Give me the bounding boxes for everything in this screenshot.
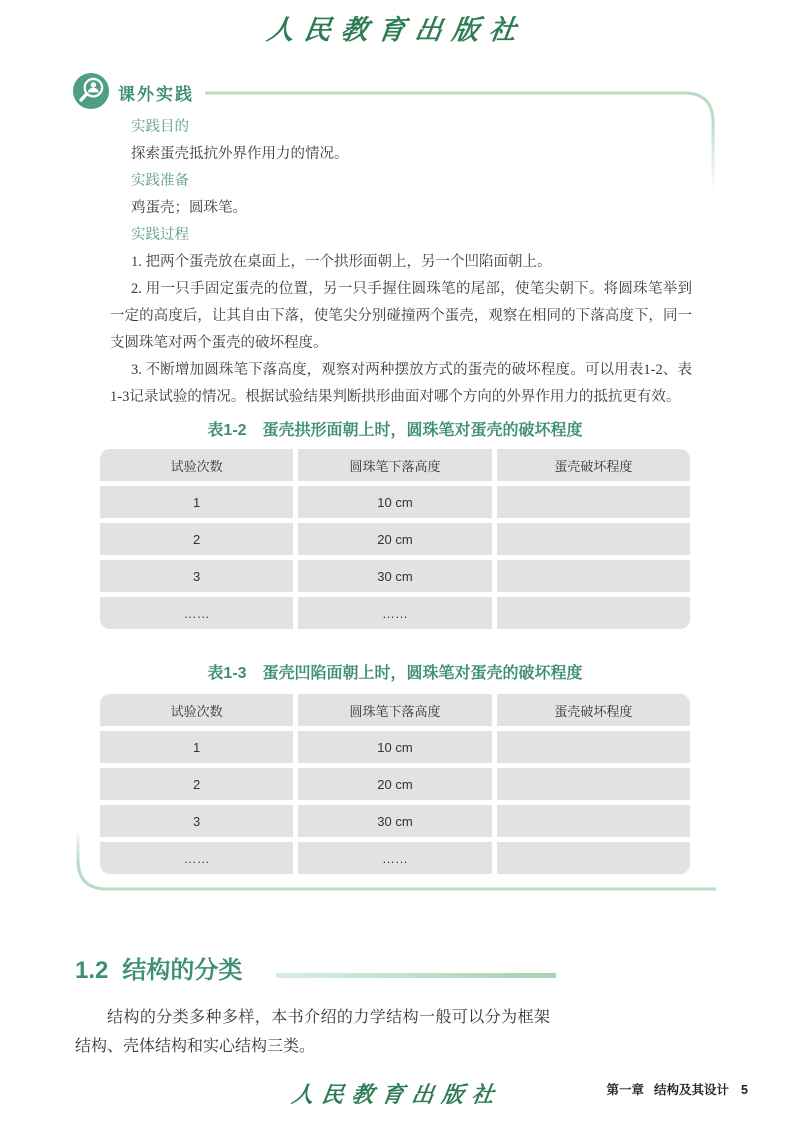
table-header-cell: 试验次数 (100, 449, 293, 481)
page-number: 5 (741, 1083, 748, 1097)
table-cell (497, 805, 690, 837)
table-cell: 3 (100, 805, 293, 837)
page-footer-info (607, 1080, 748, 1098)
table-cell: 10 cm (298, 486, 491, 518)
table-1-3-caption: 表1-3 蛋壳凹陷面朝上时，圆珠笔对蛋壳的破坏程度 (207, 665, 583, 682)
table-cell: …… (100, 597, 293, 629)
section-heading (75, 950, 242, 985)
chapter-title: 结构及其设计 (654, 1083, 730, 1097)
table-cell: …… (298, 842, 491, 874)
section-title: 结构的分类 (122, 957, 243, 984)
table-header-cell: 圆珠笔下落高度 (298, 449, 491, 481)
table-cell: 30 cm (298, 560, 491, 592)
table-1-2-grid (100, 449, 690, 629)
table-1-3-grid (100, 694, 690, 874)
table-cell (497, 523, 690, 555)
practice-section-title: 课外实践 (118, 85, 194, 104)
practice-content (110, 114, 692, 411)
table-cell: 1 (100, 486, 293, 518)
table-1-3 (100, 694, 690, 874)
table-1-2-caption: 表1-2 蛋壳拱形面朝上时，圆珠笔对蛋壳的破坏程度 (207, 422, 583, 439)
table-cell (497, 731, 690, 763)
table-cell: …… (298, 597, 491, 629)
table-cell: 2 (100, 523, 293, 555)
practice-steps (110, 249, 692, 411)
section-number: 1.2 (75, 957, 109, 984)
practice-purpose-heading: 实践目的 (131, 119, 189, 135)
table-cell: 30 cm (298, 805, 491, 837)
table-cell: 1 (100, 731, 293, 763)
table-cell: 2 (100, 768, 293, 800)
table-header-cell: 试验次数 (100, 694, 293, 726)
table-cell (497, 597, 690, 629)
table-cell (497, 768, 690, 800)
table-header-cell: 圆珠笔下落高度 (298, 694, 491, 726)
section-paragraph: 结构的分类多种多样，本书介绍的力学结构一般可以分为框架结构、壳体结构和实心结构三类。 (75, 1009, 550, 1055)
practice-step: 1. 把两个蛋壳放在桌面上，一个拱形面朝上，另一个凹陷面朝上。 (131, 254, 552, 270)
practice-prep-body: 鸡蛋壳；圆珠笔。 (131, 200, 247, 216)
table-cell (497, 842, 690, 874)
table-cell: 10 cm (298, 731, 491, 763)
table-1-2 (100, 449, 690, 629)
practice-step: 3. 不断增加圆珠笔下落高度，观察对两种摆放方式的蛋壳的破坏程度。可以用表1-2、表1-3记录试验的情况。根据试验结果判断拱形曲面对哪个方向的外界作用力的抵抗更有效。 (110, 362, 692, 405)
table-cell: …… (100, 842, 293, 874)
table-cell (497, 486, 690, 518)
table-cell: 3 (100, 560, 293, 592)
magnifier-person-icon (72, 72, 110, 110)
table-header-cell: 蛋壳破坏程度 (497, 449, 690, 481)
table-header-cell: 蛋壳破坏程度 (497, 694, 690, 726)
chapter-label: 第一章 (606, 1083, 645, 1097)
table-cell (497, 560, 690, 592)
practice-step: 2. 用一只手固定蛋壳的位置，另一只手握住圆珠笔的尾部，使笔尖朝下。将圆珠笔举到一定的高度后，让其自由下落，使笔尖分别碰撞两个蛋壳，观察在相同的下落高度下，同一支圆珠笔对两个蛋壳的破坏程度。 (110, 281, 692, 351)
practice-process-heading: 实践过程 (131, 227, 189, 243)
table-cell: 20 cm (298, 523, 491, 555)
publisher-logo-footer: 人民教育出版社 (289, 1082, 504, 1108)
practice-purpose-body: 探索蛋壳抵抗外界作用力的情况。 (131, 146, 349, 162)
practice-prep-heading: 实践准备 (131, 173, 189, 189)
table-cell: 20 cm (298, 768, 491, 800)
publisher-logo: 人民教育出版社 (264, 15, 529, 46)
section-heading-rule (276, 973, 556, 978)
